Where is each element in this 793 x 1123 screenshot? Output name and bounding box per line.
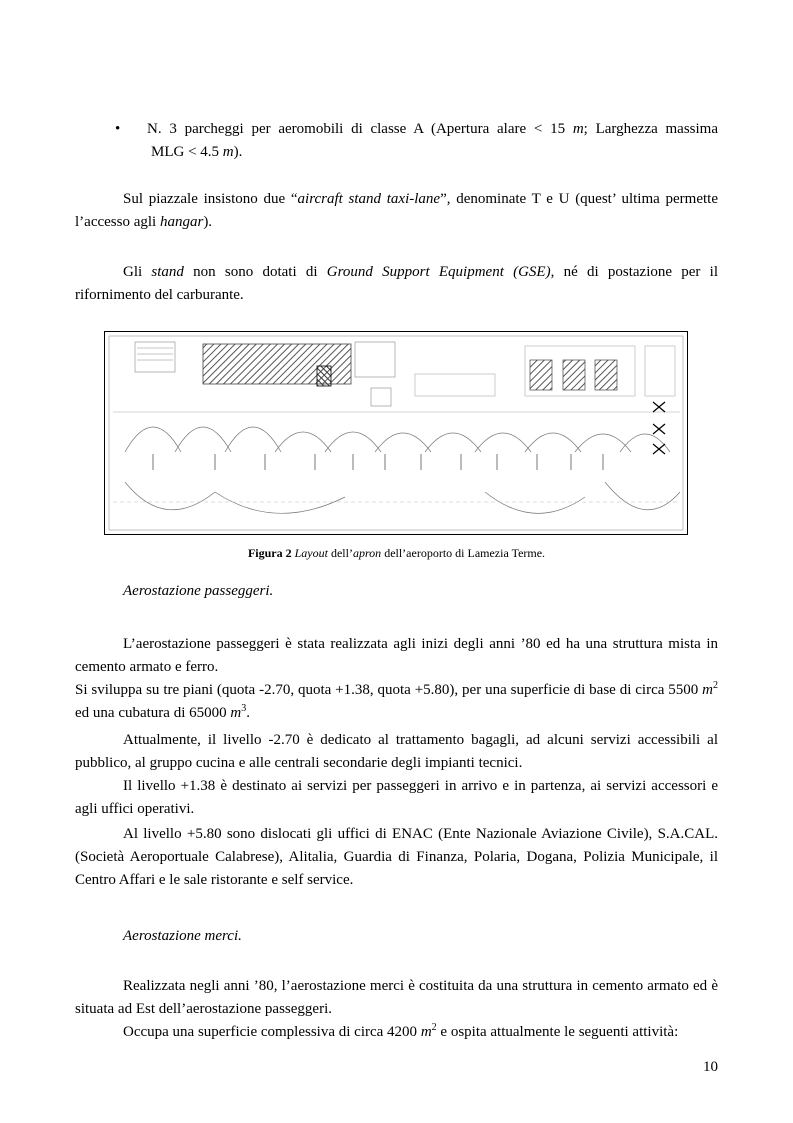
bullet-text: N. 3 parcheggi per aeromobili di classe A (Apertura alare < 15 m; Larghezza massima MLG < 4.5 m).	[147, 121, 718, 160]
paragraph-passeggeri-5: Al livello +5.80 sono dislocati gli uffici di ENAC (Ente Nazionale Aviazione Civile), S.A.CAL. (Società Aeroportuale Calabrese), Alitalia, Guardia di Finanza, Polaria, Dogana, Polizia Municipale, il Centro Affari e le sale ristorante e self service.	[75, 826, 718, 888]
terminal-buildings	[135, 342, 675, 406]
stand-markers	[153, 454, 603, 470]
section-heading-passeggeri: Aerostazione passeggeri.	[123, 583, 274, 599]
paragraph-passeggeri-2: Si sviluppa su tre piani (quota -2.70, quota +1.38, quota +5.80), per una superficie di base di circa 5500 $m^2$ ed una cubatura di 65000 $m^3$.	[75, 680, 718, 721]
apron-layout-figure	[104, 331, 688, 535]
page-number: 10	[703, 1059, 718, 1075]
apron-layout-drawing	[105, 332, 687, 534]
paragraph-passeggeri-3: Attualmente, il livello -2.70 è dedicato al trattamento bagagli, ad alcuni servizi accessibili al pubblico, al gruppo cucina e alle centrali secondarie degli impianti tecnici.	[75, 732, 718, 771]
paragraph-stand: Gli stand non sono dotati di Ground Support Equipment (GSE), né di postazione per il rifornimento del carburante.	[75, 264, 718, 303]
paragraph-merci-1: Realizzata negli anni ’80, l’aerostazione merci è costituita da una struttura in cemento armato ed è situata ad Est dell’aerostazione passeggeri.	[75, 978, 718, 1017]
document-page	[75, 0, 718, 1123]
paragraph-merci-2: Occupa una superficie complessiva di circa 4200 $m^2$ e ospita attualmente le seguenti attività:	[123, 1022, 679, 1040]
paragraph-taxilane: Sul piazzale insistono due “aircraft stand taxi-lane”, denominate T e U (quest’ ultima permette l’accesso agli hangar).	[75, 191, 718, 230]
figure-caption: Figura 2 Layout dell’apron dell’aeroporto di Lamezia Terme.	[247, 546, 546, 560]
section-heading-merci: Aerostazione merci.	[123, 928, 242, 944]
aircraft-symbols	[653, 402, 665, 454]
paragraph-passeggeri-4: Il livello +1.38 è destinato ai servizi per passeggeri in arrivo e in partenza, ai servizi accessori e agli uffici operativi.	[75, 778, 718, 817]
bullet-marker: •	[115, 121, 121, 137]
paragraph-passeggeri-1: L’aerostazione passeggeri è stata realizzata agli inizi degli anni ’80 ed ha una struttura mista in cemento armato e ferro.	[75, 636, 718, 675]
aircraft-stands	[125, 427, 680, 513]
